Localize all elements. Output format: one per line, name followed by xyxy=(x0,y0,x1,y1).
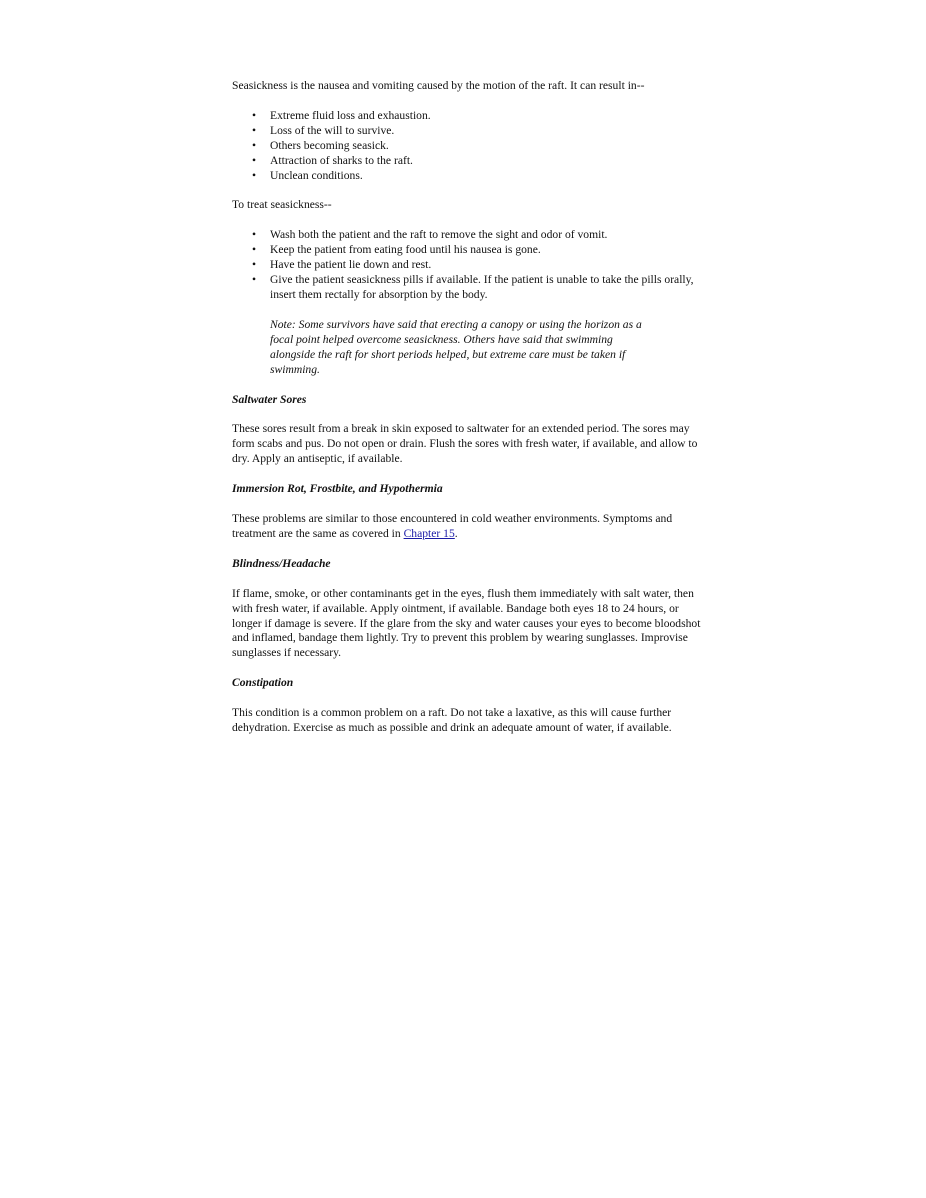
seasickness-note: Note: Some survivors have said that erecting a canopy or using the horizon as a focal point helped overcome seasickness. Others have said that swimming alongside the raft for short periods helped, but extreme care must be taken if swimming. xyxy=(270,317,642,376)
immersion-text-after: . xyxy=(454,526,458,540)
page-content xyxy=(232,79,702,751)
treat-seasickness-intro: To treat seasickness-- xyxy=(232,198,332,212)
heading-constipation: Constipation xyxy=(232,676,294,690)
heading-blindness-headache: Blindness/Headache xyxy=(232,556,331,570)
list-item: • Unclean conditions. xyxy=(270,169,702,184)
treat-seasickness-list xyxy=(232,228,702,303)
list-item: • Give the patient seasickness pills if available. If the patient is unable to take the pills orally, insert them rectally for absorption by the body. xyxy=(270,273,702,303)
constipation-text: This condition is a common problem on a raft. Do not take a laxative, as this will cause further dehydration. Exercise as much as possible and drink an adequate amount of water, if available. xyxy=(232,706,672,735)
chapter-15-link[interactable]: Chapter 15 xyxy=(403,526,455,540)
list-item: • Loss of the will to survive. xyxy=(270,124,702,139)
list-item: • Attraction of sharks to the raft. xyxy=(270,154,702,169)
heading-immersion-rot: Immersion Rot, Frostbite, and Hypothermia xyxy=(232,482,443,496)
seasickness-intro: Seasickness is the nausea and vomiting caused by the motion of the raft. It can result in-- xyxy=(232,79,645,92)
seasickness-results-list xyxy=(232,109,702,184)
list-item: • Have the patient lie down and rest. xyxy=(270,258,702,273)
saltwater-sores-text: These sores result from a break in skin exposed to saltwater for an extended period. The sores may form scabs and pus. Do not open or drain. Flush the sores with fresh water, if available, and allow to dry. Apply an antiseptic, if available. xyxy=(232,422,698,466)
immersion-text xyxy=(232,512,702,542)
list-item: • Others becoming seasick. xyxy=(270,139,702,154)
list-item: • Wash both the patient and the raft to remove the sight and odor of vomit. xyxy=(270,228,702,243)
list-item: • Keep the patient from eating food until his nausea is gone. xyxy=(270,243,702,258)
heading-saltwater-sores: Saltwater Sores xyxy=(232,392,307,406)
immersion-text-before: These problems are similar to those encountered in cold weather environments. Symptoms and treatment are the same as covered in xyxy=(232,512,673,540)
blindness-text: If flame, smoke, or other contaminants get in the eyes, flush them immediately with salt water, then with fresh water, if available. Apply ointment, if available. Bandage both eyes 18 to 24 hours, or longer if damage is severe. If the glare from the sky and water causes your eyes to become bloodshot and inflamed, bandage them lightly. Try to prevent this problem by wearing sunglasses. Improvise sunglasses if necessary. xyxy=(232,586,701,660)
list-item: • Extreme fluid loss and exhaustion. xyxy=(270,109,702,124)
